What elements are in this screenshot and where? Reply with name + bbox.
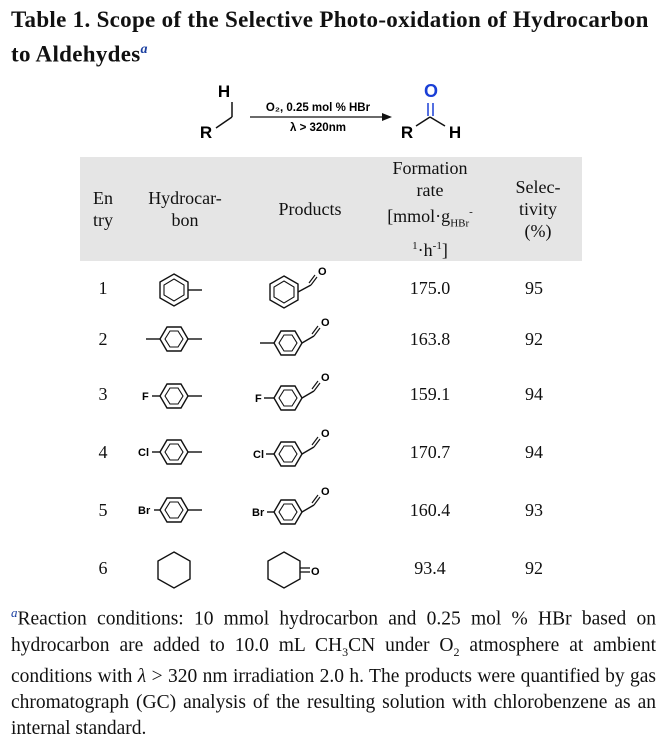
scope-table	[80, 157, 582, 597]
p-tolualdehyde-structure	[254, 313, 372, 365]
selectivity-cell: 95	[525, 277, 543, 298]
entry-cell: 1	[98, 277, 108, 298]
svg-text:O: O	[321, 428, 330, 440]
entry-cell: 6	[98, 557, 108, 578]
header-hydrocarbon: Hydrocar- bon	[148, 188, 222, 230]
table-row	[80, 313, 582, 365]
svg-text:O: O	[311, 566, 320, 578]
product-h: H	[448, 123, 462, 142]
selectivity-cell: 92	[525, 557, 543, 578]
table-row	[80, 481, 582, 539]
svg-text:Cl: Cl	[253, 449, 264, 461]
table-row	[80, 263, 582, 313]
rate-cell: 160.4	[409, 499, 451, 520]
svg-text:F: F	[255, 393, 262, 405]
svg-text:F: F	[142, 391, 149, 403]
svg-text:Br: Br	[138, 505, 151, 517]
entry-cell: 4	[98, 441, 108, 462]
4-fluorotoluene-structure	[138, 365, 250, 423]
entry-cell: 5	[98, 499, 108, 520]
benzaldehyde-structure	[254, 263, 372, 313]
product-o: O	[423, 81, 439, 101]
rate-cell: 163.8	[409, 328, 451, 349]
table-title: Table 1. Scope of the Selective Photo-oxidation of Hydrocarbon to Aldehydes$^a$	[11, 7, 649, 67]
header-selectivity: Selec- tivity (%)	[515, 177, 561, 241]
toluene-structure	[138, 263, 250, 313]
4-chlorotoluene-structure	[138, 423, 250, 481]
header-entry: En try	[93, 188, 113, 230]
svg-text:Br: Br	[252, 507, 265, 519]
cyclohexane-structure	[138, 539, 250, 597]
header-products: Products	[278, 199, 342, 219]
conditions-line2: λ > 320nm	[290, 122, 346, 134]
selectivity-cell: 94	[525, 383, 543, 404]
selectivity-cell: 93	[525, 499, 543, 520]
table-row	[80, 423, 582, 481]
svg-text:O: O	[321, 486, 330, 498]
reaction-scheme	[190, 80, 480, 146]
reactant-h: H	[217, 82, 231, 101]
reactant-r: R	[199, 123, 213, 142]
product-r: R	[400, 123, 414, 142]
svg-text:Cl: Cl	[138, 447, 149, 459]
selectivity-cell: 94	[525, 441, 543, 462]
selectivity-cell: 92	[525, 328, 543, 349]
rate-cell: 159.1	[409, 383, 451, 404]
table-header	[80, 157, 582, 261]
4-chlorobenzaldehyde-structure	[254, 423, 372, 481]
4-fluorobenzaldehyde-structure	[254, 365, 372, 423]
svg-text:O: O	[318, 266, 327, 278]
title-footnote-marker: a	[140, 42, 148, 57]
rate-cell: 175.0	[409, 277, 451, 298]
4-bromobenzaldehyde-structure	[254, 481, 372, 539]
4-bromotoluene-structure	[138, 481, 250, 539]
table-row	[80, 365, 582, 423]
svg-text:O: O	[321, 372, 330, 384]
table-footnote: $^a$Reaction conditions: 10 mmol hydrocarbon and 0.25 mol % HBr based on hydrocarbon are added to 10.0 mL $CH_3CN$ under $O_2$ atmosphere at ambient conditions with λ > 320 nm irradiation 2.0 h. The products were quantified by gas chromatograph (GC) analysis of the resulting solution with chlorobenzene as an internal standard.	[11, 605, 656, 740]
rate-cell: 93.4	[414, 557, 446, 578]
table-row	[80, 539, 582, 597]
entry-cell: 3	[98, 383, 108, 404]
entry-cell: 2	[98, 328, 108, 349]
svg-text:O: O	[321, 317, 330, 329]
footnote-marker: a	[11, 605, 18, 620]
p-xylene-structure	[138, 313, 250, 365]
cyclohexanone-structure	[254, 539, 372, 597]
header-formation-rate: Formation rate [$mmol\cdot g_{HBr}^-$ $^1\cdot h^{-1}$]	[387, 158, 473, 260]
conditions-line1: O₂, 0.25 mol % HBr	[265, 102, 371, 114]
rate-cell: 170.7	[409, 441, 451, 462]
